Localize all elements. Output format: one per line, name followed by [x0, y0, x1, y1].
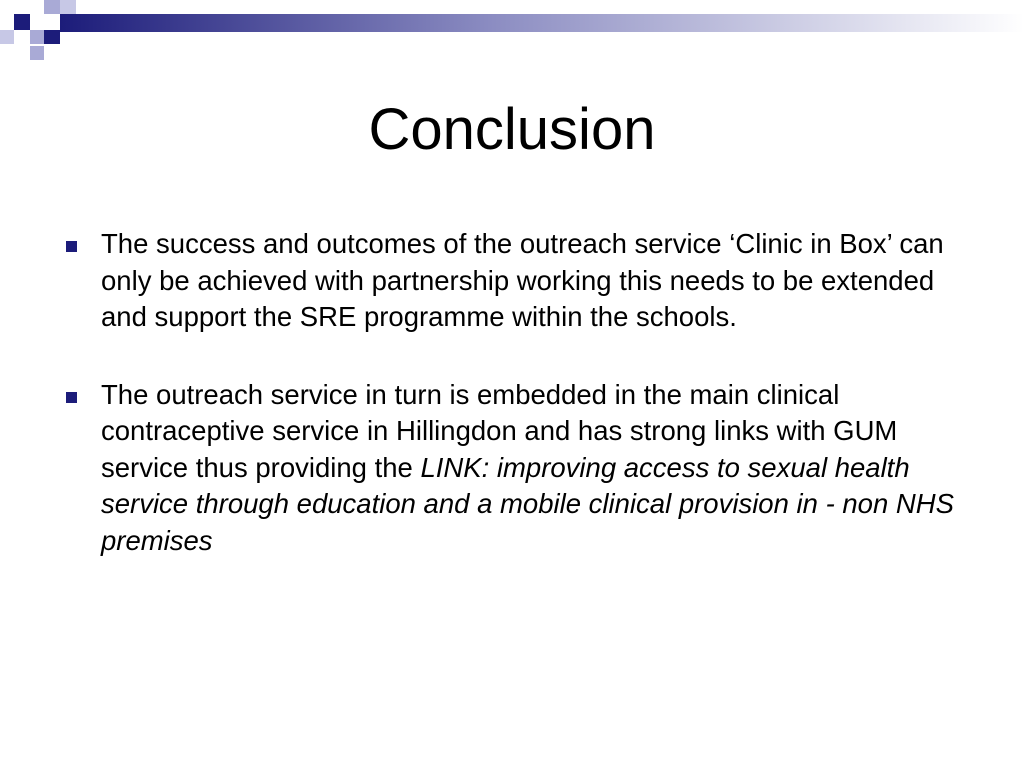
header-square-light-5 [0, 30, 14, 44]
bullet-item [64, 377, 964, 560]
bullet-text: The outreach service in turn is embedded in the main clinical contraceptive service in Hillingdon and has strong links with GUM service thus providing the [101, 378, 898, 483]
bullet-list [64, 226, 964, 559]
square-bullet-icon [66, 241, 77, 252]
header-square-light-4 [30, 46, 44, 60]
header-gradient-bar [60, 14, 1024, 32]
header-square-light-1 [44, 0, 60, 14]
bullet-item [64, 226, 964, 336]
slide-title: Conclusion [368, 97, 656, 162]
square-bullet-icon [66, 392, 77, 403]
bullet-italic-text: LINK: improving access to sexual health service through education and a mobile clinical provision in - non NHS premises [101, 451, 954, 556]
header-square-dark-1 [14, 14, 30, 30]
header-decoration [0, 0, 1024, 70]
bullet-text: The success and outcomes of the outreach service ‘Clinic in Box’ can only be achieved with partnership working this needs to be extended and support the SRE programme within the schools. [101, 228, 944, 332]
header-square-dark-2 [44, 30, 60, 44]
header-square-light-3 [60, 0, 76, 14]
header-square-light-2 [30, 30, 44, 44]
